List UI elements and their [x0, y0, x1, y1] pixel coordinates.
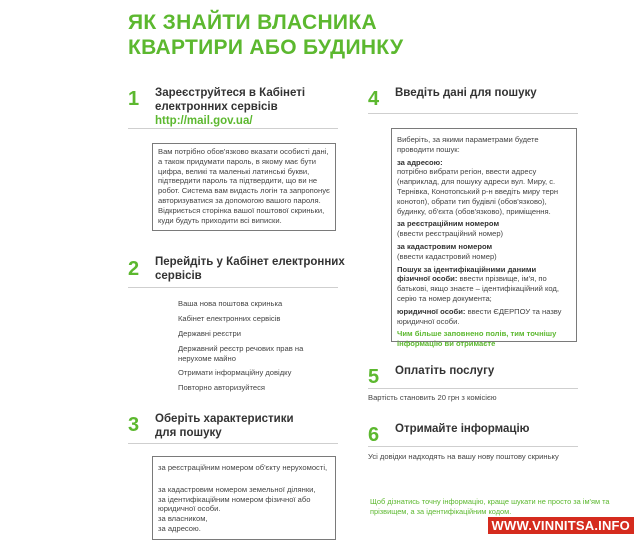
step-2-item-property-registry-line-2: нерухоме майно	[178, 354, 236, 363]
step-4-reg-text: (ввести реєстраційний номер)	[397, 229, 504, 239]
step-6-divider	[368, 446, 578, 447]
step-2-divider	[128, 287, 338, 288]
bottom-note: Щоб дізнатись точну інформацію, краще шукати не просто за ім'ям та прізвищем, а за ідентифікаційним кодом.	[370, 497, 610, 516]
step-4-heading-line-1: Введіть дані для пошуку	[395, 87, 537, 99]
step-2-heading	[155, 255, 355, 283]
step-2-number: 2	[128, 258, 140, 280]
step-5-number: 5	[368, 366, 380, 388]
step-2-item-mailbox: Ваша нова поштова скринька	[178, 299, 283, 308]
step-2-heading-line-1: Перейдіть у Кабінет електронних	[155, 256, 345, 268]
step-4-heading	[395, 86, 595, 100]
watermark-www: WWW.	[491, 518, 533, 533]
step-4-divider	[368, 113, 578, 114]
step-1-heading	[155, 86, 355, 128]
site-watermark	[488, 517, 634, 534]
step-3-options-box	[152, 456, 336, 540]
step-1-number: 1	[128, 88, 140, 110]
page-title	[128, 10, 403, 60]
watermark-site: VINNITSA.INFO	[532, 518, 630, 533]
step-3-option-id-number: за ідентифікаційним номером фізичної або	[158, 494, 311, 504]
step-4-intro: Виберіть, за якими параметрами будете проводити пошук:	[397, 135, 539, 154]
step-2-item-get-certificate: Отримати інформаційну довідку	[178, 368, 292, 377]
step-4-search-box	[391, 128, 577, 349]
step-3-heading-line-2: для пошуку	[155, 427, 222, 439]
mail-gov-link[interactable]: http://mail.gov.ua/	[155, 115, 253, 127]
step-5-text: Вартість становить 20 грн з комісією	[368, 393, 497, 402]
step-6-text: Усі довідки надходять на вашу нову поштову скриньку	[368, 452, 559, 461]
step-6-heading	[395, 422, 595, 436]
step-5-divider	[368, 388, 578, 389]
step-4-number: 4	[368, 88, 380, 110]
step-2-item-property-registry	[178, 344, 328, 368]
step-4-person-label: Пошук за ідентифікаційними даними фізичної особи:	[397, 264, 537, 284]
step-1-heading-line-2: електронних сервісів	[155, 101, 278, 113]
step-2-item-registries: Державні реєстри	[178, 329, 241, 338]
step-5-heading	[395, 364, 595, 378]
step-3-heading-line-1: Оберіть характеристики	[155, 413, 294, 425]
step-3-option-reg-number: за реєстраційним номером об'єкту нерухомості,	[158, 463, 328, 472]
step-3-option-address: за адресою.	[158, 523, 201, 533]
step-3-divider	[128, 443, 338, 444]
step-4-legal-label: юридичної особи:	[397, 306, 466, 316]
step-3-option-legal-entity: юридичної особи.	[158, 504, 221, 514]
step-3-number: 3	[128, 414, 140, 436]
step-3-option-owner: за власником,	[158, 514, 208, 524]
step-4-legal	[397, 307, 571, 327]
step-2-item-cabinet: Кабінет електронних сервісів	[178, 314, 281, 323]
step-6-number: 6	[368, 424, 380, 446]
title-line-2: КВАРТИРИ АБО БУДИНКУ	[128, 36, 404, 59]
step-4-cad-label: за кадастровим номером	[397, 241, 493, 251]
step-4-person-text: ввести прізвище, ім'я, по батькові, якщо знаєте – ідентифікаційний код, серію та номер документа;	[397, 274, 559, 303]
step-4-address-label: за адресою:	[397, 157, 443, 167]
step-2-item-reauthorize: Повторно авторизуйтеся	[178, 383, 266, 392]
step-3-heading	[155, 412, 355, 440]
step-1-box-text: Вам потрібно обов'язково вказати особисті дані, а також придумати пароль, в якому має бути цифра, великі та маленькі латинські букви, підтвердити пароль та підтвердити, що ви не робот. Система вам видасть логін та запропонує авторизуватися за допомогою вашого пароля. Відкриється сторінка вашої поштової скриньки, куди будуть приходити всі виписки.	[158, 147, 330, 225]
step-4-cad-text: (ввести кадастровий номер)	[397, 251, 497, 261]
step-4-tip: Чим більше заповнено полів, тим точнішу інформацію ви отримаєте	[397, 329, 557, 349]
step-4-reg-label: за реєстраційним номером	[397, 219, 500, 229]
step-4-address-text: потрібно вибрати регіон, ввести адресу (наприклад, для пошуку адреси вул. Миру, с. Тернівка, Конотопський р-н введіть миру терн конотоп), обрати тип будівлі (обов'язково), будинку, об'єкта (обов'язково), приміщення.	[397, 167, 559, 216]
step-1-heading-line-1: Зареєструйтеся в Кабінеті	[155, 87, 306, 99]
title-line-1: ЯК ЗНАЙТИ ВЛАСНИКА	[128, 11, 377, 34]
step-2-heading-line-2: сервісів	[155, 270, 202, 282]
step-1-info-box	[152, 143, 336, 231]
step-2-menu-path	[178, 299, 328, 398]
step-6-heading-line-1: Отримайте інформацію	[395, 423, 530, 435]
step-3-option-cadastral: за кадастровим номером земельної ділянки,	[158, 484, 316, 494]
step-2-item-property-registry-line-1: Державний реєстр речових прав на	[178, 344, 304, 353]
step-1-divider	[128, 128, 338, 129]
step-4-person	[397, 265, 571, 304]
step-4-legal-text: ввести ЄДЕРПОУ та назву юридичної особи.	[397, 306, 562, 326]
step-5-heading-line-1: Оплатіть послугу	[395, 365, 495, 377]
